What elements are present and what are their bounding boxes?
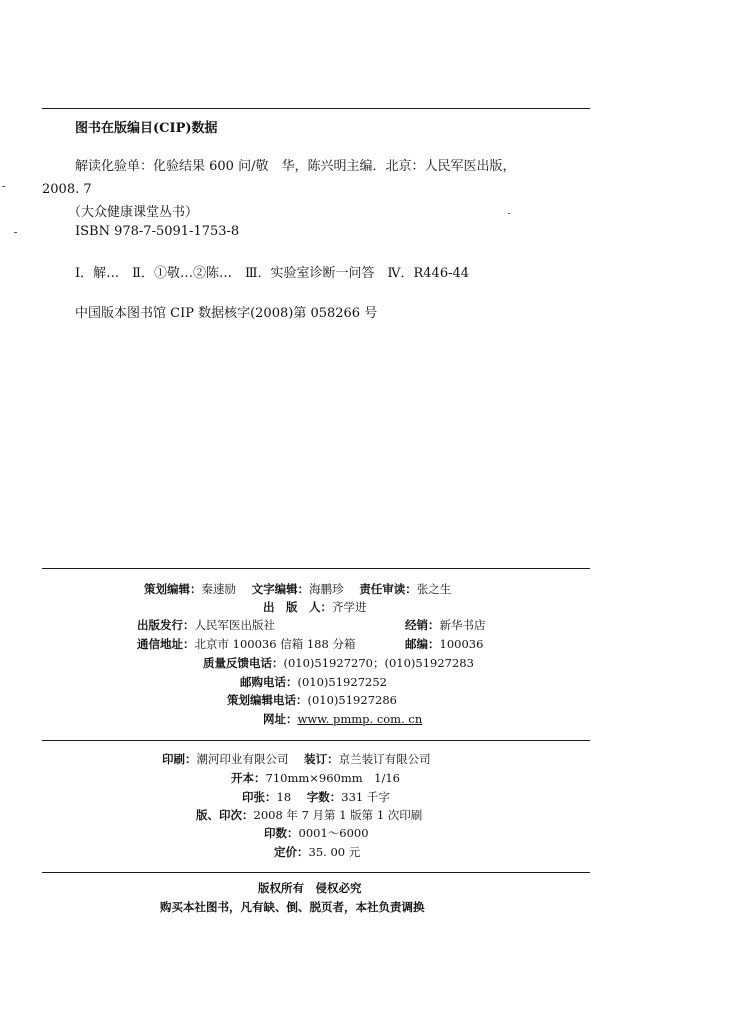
address-label: 通信地址： — [137, 637, 195, 651]
words: 331 千字 — [341, 790, 390, 804]
printing-row-copies — [264, 826, 369, 841]
cip-title-line: 解读化验单：化验结果 600 问/敬 华，陈兴明主编．北京：人民军医出版， — [75, 159, 516, 174]
mail-phone: (010)51927252 — [297, 675, 387, 689]
scan-speck — [2, 186, 5, 187]
copies-label: 印数： — [264, 826, 299, 840]
printing-row-printer — [162, 752, 431, 767]
binding-label: 装订： — [304, 752, 339, 766]
website-link[interactable]: www. pmmp. com. cn — [297, 712, 423, 726]
planning-phone: (010)51927286 — [307, 693, 397, 707]
cip-heading: 图书在版编目(CIP)数据 — [75, 121, 218, 136]
edition: 2008 年 7 月第 1 版第 1 次印刷 — [253, 808, 423, 822]
scan-speck — [508, 213, 510, 214]
planning-phone-label: 策划编辑电话： — [227, 693, 308, 707]
staff-row-address — [137, 637, 355, 652]
cip-isbn: ISBN 978-7-5091-1753-8 — [75, 224, 240, 239]
printer: 潮河印业有限公司 — [196, 752, 289, 766]
staff-top-rule — [42, 568, 590, 569]
staff-row-editors — [144, 582, 451, 597]
words-label: 字数： — [306, 790, 342, 804]
publisher-person: 齐学进 — [332, 600, 367, 614]
cip-classification: Ⅰ．解… Ⅱ．①敬…②陈… Ⅲ．实验室诊断一问答 Ⅳ．R446-44 — [75, 266, 470, 281]
edition-label: 版、印次： — [196, 808, 254, 822]
planning-editor-label: 策划编辑： — [144, 582, 202, 596]
planning-editor: 秦速励 — [201, 582, 236, 596]
staff-row-planning-phone — [227, 693, 397, 708]
cip-number: 中国版本图书馆 CIP 数据核字(2008)第 058266 号 — [75, 306, 378, 321]
reviewer-label: 责任审读： — [359, 582, 417, 596]
printing-row-edition — [196, 808, 422, 823]
printer-label: 印刷： — [162, 752, 197, 766]
mail-label: 邮购电话： — [240, 675, 298, 689]
website-label: 网址： — [263, 712, 298, 726]
staff-row-postcode — [405, 637, 483, 652]
distributor-label: 经销： — [405, 618, 440, 632]
printing-row-sheets — [242, 790, 390, 805]
reviewer: 张之生 — [416, 582, 452, 596]
printing-row-price — [274, 845, 360, 860]
publisher-label: 出版发行： — [137, 618, 195, 632]
sheets-label: 印张： — [242, 790, 277, 804]
postcode-label: 邮编： — [405, 637, 440, 651]
publisher-person-label: 出 版 人： — [263, 600, 332, 614]
text-editor: 海鹏珍 — [309, 582, 344, 596]
price: 35. 00 元 — [308, 845, 361, 859]
binding: 京兰装订有限公司 — [338, 752, 431, 766]
rights-replacement: 购买本社图书，凡有缺、倒、脱页者，本社负责调换 — [160, 900, 425, 914]
cip-series: （大众健康课堂丛书） — [68, 205, 199, 220]
address: 北京市 100036 信箱 188 分箱 — [194, 637, 356, 651]
rights-top-rule — [42, 872, 590, 873]
quality-label: 质量反馈电话： — [203, 656, 284, 670]
staff-row-website — [263, 712, 422, 727]
cip-year-line: 2008. 7 — [42, 182, 92, 197]
price-label: 定价： — [274, 845, 309, 859]
staff-row-mail — [240, 675, 387, 690]
top-rule — [42, 108, 590, 109]
printing-top-rule — [42, 740, 590, 741]
format-label: 开本： — [231, 771, 266, 785]
quality-phone: (010)51927270；(010)51927283 — [283, 656, 474, 670]
distributor: 新华书店 — [439, 618, 486, 632]
printing-row-format — [231, 771, 400, 786]
scan-speck — [14, 232, 17, 233]
staff-row-publisher — [137, 618, 275, 633]
staff-row-publisher-person — [263, 600, 367, 615]
rights-notice: 版权所有 侵权必究 — [258, 881, 362, 895]
publisher: 人民军医出版社 — [194, 618, 275, 632]
text-editor-label: 文字编辑： — [251, 582, 310, 596]
sheets: 18 — [276, 790, 292, 804]
staff-row-distributor — [405, 618, 486, 633]
format: 710mm×960mm 1/16 — [265, 771, 400, 785]
postcode: 100036 — [439, 637, 484, 651]
copies: 0001～6000 — [298, 826, 369, 840]
staff-row-quality — [203, 656, 474, 671]
